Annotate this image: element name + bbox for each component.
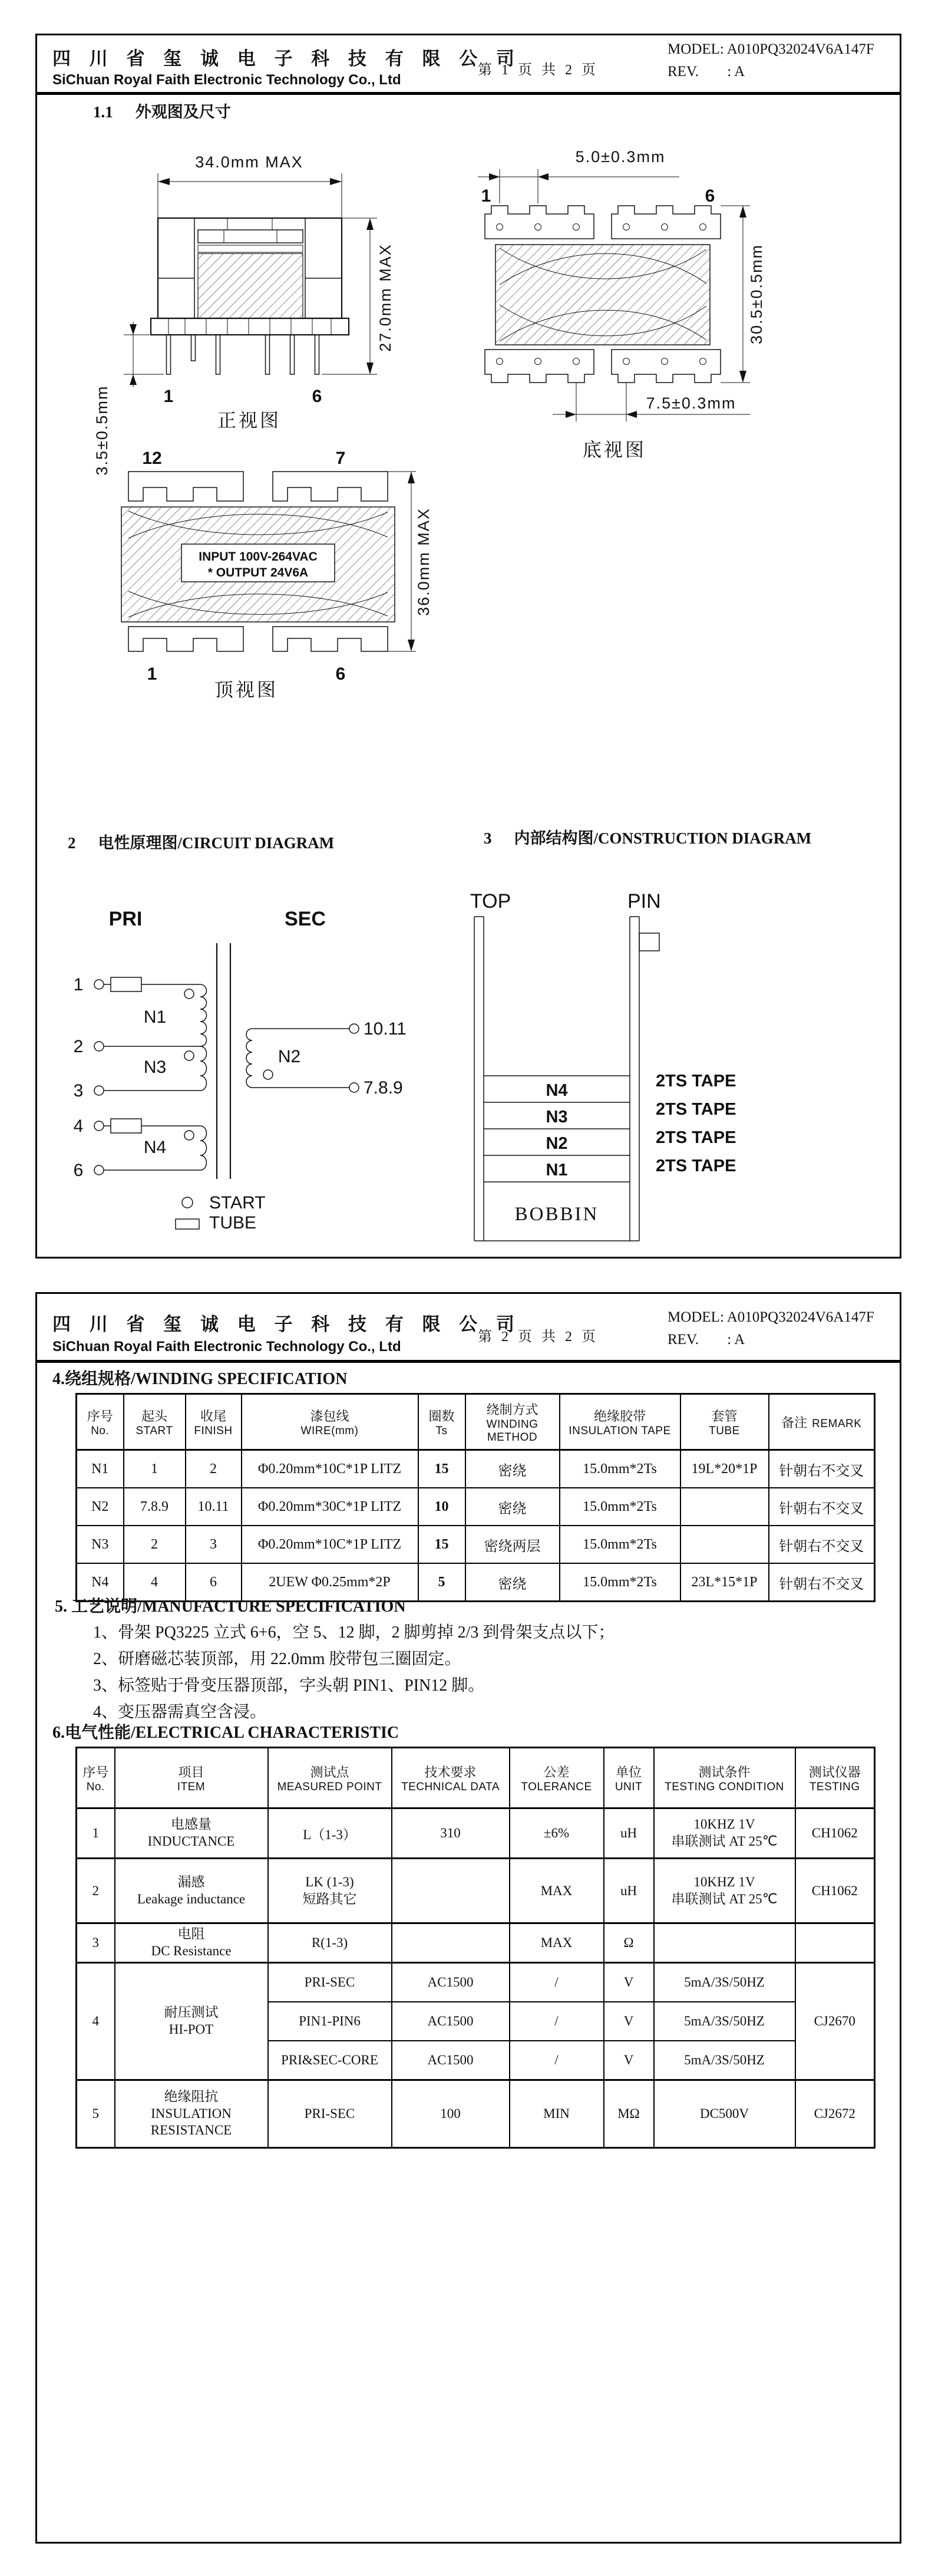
td-finish: 2	[186, 1450, 242, 1488]
bobbin-outline	[474, 917, 659, 1241]
item-cn: 耐压测试	[164, 2005, 219, 2020]
top-view-pin6-label: 6	[335, 664, 346, 684]
th-wire	[242, 1394, 418, 1450]
section-3-text: 内部结构图/CONSTRUCTION DIAGRAM	[514, 829, 812, 847]
td-remark: 针朝右不交叉	[769, 1450, 875, 1488]
td-remark: 针朝右不交叉	[769, 1563, 875, 1602]
tape-label-2: 2TS TAPE	[656, 1100, 736, 1119]
start-dot-n4	[184, 1131, 194, 1140]
front-view-width-label: 34.0mm MAX	[195, 153, 303, 171]
table-row	[77, 1859, 875, 1923]
th-remark-cn: 备注	[781, 1415, 808, 1430]
section-4-title: 4.绕组规格/WINDING SPECIFICATION	[52, 1370, 348, 1388]
cond-line1: 10KHZ 1V	[693, 1817, 755, 1832]
item-en: Leakage inductance	[137, 1891, 246, 1906]
winding-header-row	[77, 1394, 875, 1450]
rev-line	[668, 64, 745, 80]
td-data: 310	[392, 1809, 510, 1859]
td-wire: Φ0.20mm*10C*1P LITZ	[242, 1450, 418, 1488]
td-tol: /	[510, 2002, 604, 2041]
model-value: A010PQ32024V6A147F	[726, 41, 874, 57]
td-cond: 5mA/3S/50HZ	[654, 2002, 795, 2041]
td-cond	[654, 1809, 795, 1859]
td-point: L（1-3）	[268, 1809, 392, 1859]
circuit-pin1-label: 1	[73, 975, 84, 994]
th-tube	[680, 1394, 769, 1450]
top-view-diagram	[93, 445, 447, 693]
td-start: 4	[124, 1563, 186, 1602]
bottom-view-pitch-label: 5.0±0.3mm	[575, 148, 666, 166]
model-label: MODEL:	[668, 1309, 724, 1325]
td-point	[268, 1859, 392, 1923]
td-data: AC1500	[392, 2041, 510, 2080]
td-start: 2	[124, 1526, 186, 1563]
front-view-pin6-label: 6	[312, 387, 322, 406]
td-ts: 10	[418, 1488, 465, 1526]
th-tol-cn: 公差	[543, 1764, 570, 1780]
winding-coil-n2	[246, 1029, 252, 1088]
th-wire-cn: 漆包线	[310, 1408, 349, 1424]
bottom-view-bottom-pin-row	[485, 350, 721, 383]
section-2-text: 电性原理图/CIRCUIT DIAGRAM	[98, 834, 335, 852]
td-instr: CH1062	[795, 1809, 875, 1859]
th-item	[115, 1748, 268, 1809]
th-tol-en: TOLERANCE	[521, 1780, 592, 1793]
bottom-view-pin1-label: 1	[481, 186, 491, 206]
td-data	[392, 1923, 510, 1963]
item-cn: 绝缘阻抗	[164, 2089, 219, 2104]
td-tol: MIN	[510, 2080, 604, 2148]
rev-value: : A	[727, 1332, 745, 1348]
circuit-sec-label: SEC	[285, 908, 326, 930]
manufacture-item-3: 3、标签贴于骨变压器顶部，字头朝 PIN1、PIN12 脚。	[93, 1676, 485, 1695]
top-view-bottom-pin-row	[128, 627, 388, 651]
th-unit	[604, 1748, 654, 1809]
construction-pin-label: PIN	[627, 890, 661, 913]
td-no: N2	[77, 1488, 124, 1526]
circuit-pin2-label: 2	[73, 1037, 84, 1056]
td-tube: 23L*15*1P	[680, 1563, 769, 1602]
td-method: 密绕两层	[465, 1526, 560, 1563]
td-method: 密绕	[465, 1488, 560, 1526]
front-view-width-dimension	[158, 153, 342, 218]
td-wire: 2UEW Φ0.25mm*2P	[242, 1563, 418, 1602]
th-ts	[418, 1394, 465, 1450]
td-no: 3	[77, 1923, 115, 1963]
tape-label-1: 2TS TAPE	[656, 1072, 736, 1091]
fuse-symbol-pin1	[111, 977, 141, 991]
th-point	[268, 1748, 392, 1809]
th-data	[392, 1748, 510, 1809]
top-view-label-line1: INPUT 100V-264VAC	[199, 550, 318, 564]
tape-label-3: 2TS TAPE	[656, 1128, 736, 1147]
td-cond: 5mA/3S/50HZ	[654, 2041, 795, 2080]
td-instr: CJ2672	[795, 2080, 875, 2148]
item-en-line1: INSULATION	[151, 2106, 232, 2121]
td-instr: CJ2670	[795, 1963, 875, 2080]
td-method: 密绕	[465, 1450, 560, 1488]
td-no: 4	[77, 1963, 115, 2080]
th-start	[124, 1394, 186, 1450]
td-start: 1	[124, 1450, 186, 1488]
company-name-en: SiChuan Royal Faith Electronic Technology Co., Ltd	[52, 1339, 401, 1355]
th-tube-cn: 套管	[711, 1408, 738, 1424]
bobbin-text: BOBBIN	[514, 1204, 599, 1225]
th-start-cn: 起头	[141, 1408, 167, 1424]
winding-n1-label: N1	[143, 1007, 167, 1027]
td-item	[115, 1809, 268, 1859]
bottom-view-height-dimension	[721, 206, 765, 383]
th-finish-en: FINISH	[194, 1424, 233, 1437]
td-finish: 3	[186, 1526, 242, 1563]
th-cond-en: TESTING CONDITION	[665, 1780, 784, 1793]
td-tol: ±6%	[510, 1809, 604, 1859]
td-data	[392, 1859, 510, 1923]
model-line	[668, 41, 874, 58]
td-unit: V	[604, 1963, 654, 2002]
td-tol: MAX	[510, 1859, 604, 1923]
item-cn: 漏感	[177, 1874, 205, 1889]
item-cn: 电阻	[177, 1926, 205, 1942]
table-row	[77, 1963, 875, 2002]
td-cond: 5mA/3S/50HZ	[654, 1963, 795, 2002]
section-3-number: 3	[484, 829, 492, 847]
header-divider	[37, 1360, 900, 1363]
front-view-height-dimension	[322, 218, 394, 374]
td-point: PRI-SEC	[268, 2080, 392, 2148]
bottom-view-offset-dimension	[553, 383, 750, 421]
td-data: 100	[392, 2080, 510, 2148]
company-name-en: SiChuan Royal Faith Electronic Technology Co., Ltd	[52, 72, 401, 88]
front-view-pin-length-label: 3.5±0.5mm	[93, 385, 111, 476]
td-remark: 针朝右不交叉	[769, 1526, 875, 1563]
circuit-pin6-label: 6	[73, 1161, 84, 1180]
winding-n4-label: N4	[143, 1138, 167, 1157]
th-tape-en: INSULATION TAPE	[569, 1424, 671, 1437]
legend-start-label: START	[209, 1193, 266, 1213]
rev-label: REV.	[668, 64, 699, 80]
th-method-en: WINDING METHOD	[486, 1418, 538, 1444]
bottom-view-top-pin-row	[485, 206, 721, 239]
page-number: 第 1 页 共 2 页	[478, 62, 599, 78]
th-method-cn: 绕制方式	[486, 1402, 538, 1417]
th-data-en: TECHNICAL DATA	[401, 1780, 500, 1793]
start-dot-n1	[184, 989, 194, 999]
section-2-title	[68, 830, 334, 853]
th-instr-en: TESTING	[809, 1780, 860, 1793]
td-tape: 15.0mm*2Ts	[560, 1526, 680, 1563]
td-ts: 15	[418, 1450, 465, 1488]
item-en: DC Resistance	[151, 1943, 232, 1958]
circuit-pin4-label: 4	[73, 1116, 84, 1136]
point-line2: 短路其它	[302, 1891, 357, 1906]
winding-coil-n3	[200, 1046, 207, 1091]
front-view-caption: 正视图	[217, 410, 281, 431]
td-remark: 针朝右不交叉	[769, 1488, 875, 1526]
th-no	[77, 1394, 124, 1450]
th-point-en: MEASURED POINT	[277, 1780, 382, 1793]
th-cond	[654, 1748, 795, 1809]
section-1-1-text: 外观图及尺寸	[135, 103, 231, 121]
th-method	[465, 1394, 560, 1450]
bottom-view-pitch-dimension	[478, 148, 679, 203]
th-ts-en: Ts	[435, 1424, 448, 1437]
top-view-pin7-label: 7	[335, 449, 346, 468]
th-tape	[560, 1394, 680, 1450]
stack-layer-n2: N2	[546, 1134, 568, 1153]
bottom-view-diagram	[444, 144, 785, 427]
circuit-diagram	[55, 884, 420, 1238]
td-finish: 10.11	[186, 1488, 242, 1526]
td-tube	[680, 1526, 769, 1563]
td-unit: V	[604, 2002, 654, 2041]
page-2	[35, 1292, 901, 2544]
item-en-line2: RESISTANCE	[150, 2123, 232, 2138]
section-6-title: 6.电气性能/ELECTRICAL CHARACTERISTIC	[52, 1724, 399, 1742]
header-divider	[37, 92, 900, 95]
td-point: R(1-3)	[268, 1923, 392, 1963]
td-tube	[680, 1488, 769, 1526]
stack-layer-n3: N3	[546, 1108, 568, 1126]
td-point: PIN1-PIN6	[268, 2002, 392, 2041]
circuit-secondary-side	[246, 1019, 407, 1098]
td-no: 5	[77, 2080, 115, 2148]
page-1	[35, 34, 901, 1259]
bottom-view-height-label: 30.5±0.5mm	[748, 244, 765, 344]
front-view-winding-hatch	[198, 253, 303, 318]
td-ts: 5	[418, 1563, 465, 1602]
winding-spec-table	[75, 1393, 875, 1602]
table-row	[77, 2080, 875, 2148]
company-name-cn: 四 川 省 玺 诚 电 子 科 技 有 限 公 司	[52, 48, 521, 69]
stack-layer-n4: N4	[546, 1081, 568, 1100]
winding-n3-label: N3	[143, 1058, 167, 1077]
top-view-core-body	[121, 507, 395, 622]
circuit-legend	[176, 1193, 266, 1233]
td-item	[115, 1923, 268, 1963]
top-view-height-label: 36.0mm MAX	[415, 508, 432, 616]
start-dot-n3	[184, 1051, 194, 1060]
th-unit-cn: 单位	[615, 1764, 642, 1780]
th-tol	[510, 1748, 604, 1809]
bottom-view-core-body	[495, 245, 710, 345]
top-view-pin1-label: 1	[147, 664, 157, 684]
th-item-cn: 项目	[178, 1764, 204, 1780]
td-tube: 19L*20*1P	[680, 1450, 769, 1488]
td-instr	[795, 1923, 875, 1963]
table-row	[77, 1488, 875, 1526]
td-start: 7.8.9	[124, 1488, 186, 1526]
td-no: 1	[77, 1809, 115, 1859]
td-point: PRI&SEC-CORE	[268, 2041, 392, 2080]
th-point-cn: 测试点	[310, 1764, 349, 1780]
th-remark	[769, 1394, 875, 1450]
legend-tube-label: TUBE	[209, 1213, 257, 1233]
th-data-cn: 技术要求	[424, 1764, 477, 1780]
th-finish	[186, 1394, 242, 1450]
rev-line	[668, 1332, 745, 1348]
th-finish-cn: 收尾	[200, 1408, 226, 1424]
th-no	[77, 1748, 115, 1809]
th-instr-cn: 测试仪器	[808, 1764, 861, 1780]
th-wire-en: WIRE(mm)	[300, 1424, 359, 1437]
construction-top-label: TOP	[470, 890, 511, 913]
section-5-title: 5. 工艺说明/MANUFACTURE SPECIFICATION	[55, 1597, 406, 1616]
td-item	[115, 1859, 268, 1923]
electrical-table	[75, 1747, 875, 2149]
front-view-pins	[167, 335, 319, 374]
cond-line2: 串联测试 AT 25℃	[671, 1834, 778, 1849]
model-value: A010PQ32024V6A147F	[726, 1309, 874, 1325]
td-no: N1	[77, 1450, 124, 1488]
td-point: PRI-SEC	[268, 1963, 392, 2002]
td-ts: 15	[418, 1526, 465, 1563]
td-cond	[654, 1923, 795, 1963]
winding-coil-n4	[200, 1126, 207, 1170]
stack-layer-n1: N1	[546, 1161, 568, 1180]
th-tape-cn: 绝缘胶带	[593, 1408, 646, 1424]
th-item-en: ITEM	[177, 1780, 206, 1793]
th-ts-cn: 圈数	[428, 1408, 455, 1424]
manufacture-item-2: 2、研磨磁芯装顶部，用 22.0mm 胶带包三圈固定。	[93, 1650, 461, 1668]
th-instr	[795, 1748, 875, 1809]
front-view-height-label: 27.0mm MAX	[376, 243, 394, 352]
start-dot-n2	[263, 1070, 273, 1079]
rev-label: REV.	[668, 1332, 699, 1348]
td-unit: V	[604, 2041, 654, 2080]
td-method: 密绕	[465, 1563, 560, 1602]
td-tol: /	[510, 1963, 604, 2002]
section-1-1-number: 1.1	[93, 103, 113, 121]
circuit-pri-label: PRI	[108, 908, 143, 930]
td-unit: uH	[604, 1809, 654, 1859]
bobbin-pin-tab	[639, 933, 659, 951]
table-row	[77, 1923, 875, 1963]
circuit-primary-side	[74, 975, 207, 1180]
company-name-cn: 四 川 省 玺 诚 电 子 科 技 有 限 公 司	[52, 1314, 521, 1335]
section-1-1-title	[93, 99, 231, 122]
th-tube-en: TUBE	[709, 1424, 740, 1437]
td-cond: DC500V	[654, 2080, 795, 2148]
top-view-pin12-label: 12	[142, 449, 162, 468]
td-data: AC1500	[392, 2002, 510, 2041]
td-tape: 15.0mm*2Ts	[560, 1450, 680, 1488]
secondary-out-bottom-label: 7.8.9	[364, 1078, 403, 1098]
legend-tube-symbol	[176, 1219, 199, 1229]
winding-stack	[484, 1076, 630, 1225]
top-view-caption: 顶视图	[214, 679, 278, 700]
th-start-en: START	[136, 1424, 173, 1437]
winding-coil-n1	[200, 984, 207, 1046]
cond-line2: 串联测试 AT 25℃	[671, 1891, 778, 1906]
cond-line1: 10KHZ 1V	[693, 1874, 755, 1889]
td-unit: MΩ	[604, 2080, 654, 2148]
td-tape: 15.0mm*2Ts	[560, 1563, 680, 1602]
item-en: HI-POT	[169, 2022, 214, 2037]
td-tol: MAX	[510, 1923, 604, 1963]
th-no-cn: 序号	[82, 1764, 109, 1780]
section-3-title	[484, 825, 811, 848]
tape-label-4: 2TS TAPE	[656, 1157, 736, 1175]
legend-start-symbol	[182, 1197, 193, 1208]
table-row	[77, 1526, 875, 1563]
circuit-pin3-label: 3	[73, 1081, 84, 1101]
top-view-label-line2: * OUTPUT 24V6A	[207, 566, 309, 579]
bottom-view-pin6-label: 6	[705, 186, 715, 206]
top-view-top-pin-row	[128, 472, 388, 501]
td-wire: Φ0.20mm*10C*1P LITZ	[242, 1526, 418, 1563]
electrical-header-row	[77, 1748, 875, 1809]
tape-labels	[656, 1072, 736, 1175]
page-number: 第 2 页 共 2 页	[478, 1329, 599, 1345]
td-item	[115, 2080, 268, 2148]
item-cn: 电感量	[171, 1817, 212, 1832]
fuse-symbol-pin4	[111, 1119, 141, 1133]
front-view-pin1-label: 1	[163, 387, 174, 406]
td-unit: Ω	[604, 1923, 654, 1963]
bottom-view-offset-label: 7.5±0.3mm	[646, 394, 736, 412]
item-en: INDUCTANCE	[147, 1834, 235, 1849]
front-view-body	[151, 218, 349, 335]
th-no-en: No.	[86, 1780, 105, 1793]
td-unit: uH	[604, 1859, 654, 1923]
td-tape: 15.0mm*2Ts	[560, 1488, 680, 1526]
td-instr: CH1062	[795, 1859, 875, 1923]
transformer-core-lines	[217, 943, 230, 1179]
th-unit-en: UNIT	[614, 1780, 643, 1793]
th-no-cn: 序号	[87, 1408, 113, 1424]
table-row	[77, 1450, 875, 1488]
td-tol: /	[510, 2041, 604, 2080]
rev-value: : A	[727, 64, 745, 80]
th-cond-cn: 测试条件	[698, 1764, 751, 1780]
td-cond	[654, 1859, 795, 1923]
model-line	[668, 1309, 874, 1326]
model-label: MODEL:	[668, 41, 724, 57]
td-no: 2	[77, 1859, 115, 1923]
point-line1: LK (1-3)	[305, 1874, 354, 1889]
td-data: AC1500	[392, 1963, 510, 2002]
manufacture-item-4: 4、变压器需真空含浸。	[93, 1703, 267, 1721]
td-item	[115, 1963, 268, 2080]
th-no-en: No.	[91, 1424, 110, 1437]
table-row	[77, 1809, 875, 1859]
td-no: N3	[77, 1526, 124, 1563]
section-2-number: 2	[68, 834, 76, 852]
construction-diagram	[461, 881, 827, 1259]
th-remark-en: REMARK	[812, 1417, 862, 1430]
td-no: N4	[77, 1563, 124, 1602]
td-finish: 6	[186, 1563, 242, 1602]
secondary-out-top-label: 10.11	[364, 1019, 407, 1039]
td-wire: Φ0.20mm*30C*1P LITZ	[242, 1488, 418, 1526]
manufacture-item-1: 1、骨架 PQ3225 立式 6+6，空 5、12 脚，2 脚剪掉 2/3 到骨架支点以下；	[93, 1623, 615, 1642]
bottom-view-caption: 底视图	[582, 439, 646, 460]
winding-n2-label: N2	[277, 1047, 301, 1066]
